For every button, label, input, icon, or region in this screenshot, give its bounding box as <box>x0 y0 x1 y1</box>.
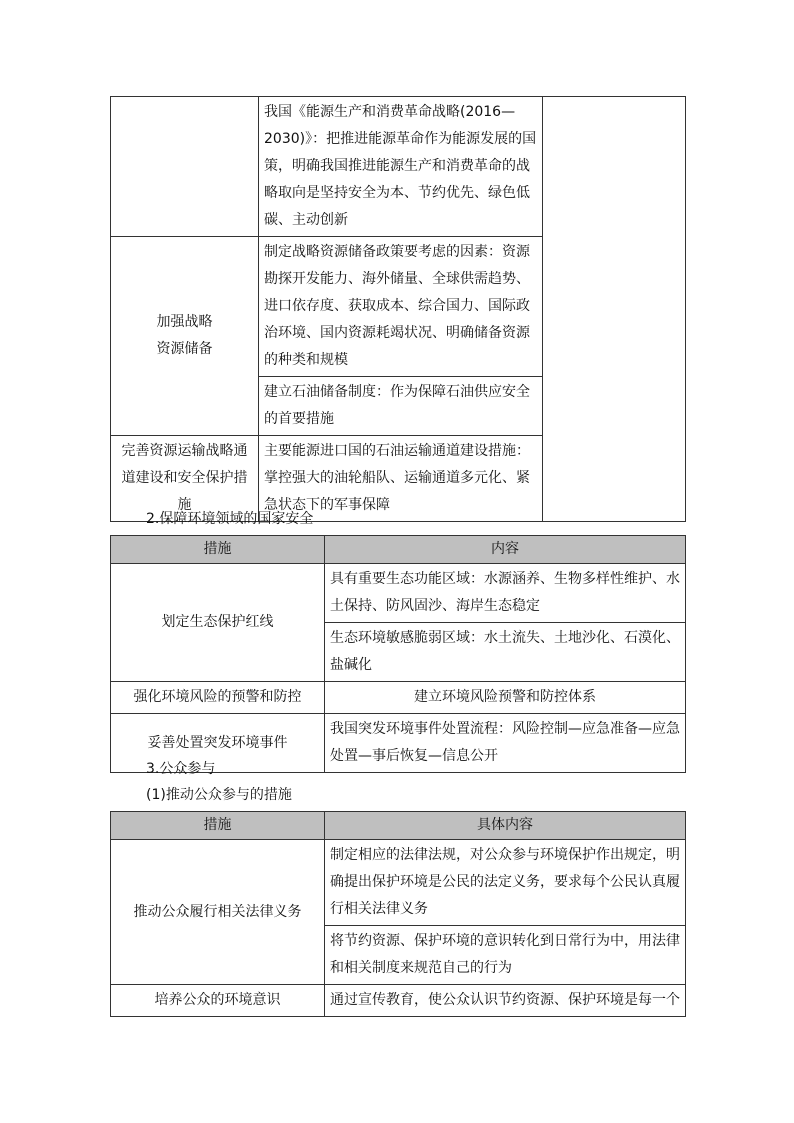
transport-label-cell: 完善资源运输战略通道建设和安全保护措施 <box>111 436 259 522</box>
header-content: 具体内容 <box>325 812 686 840</box>
measure-cell: 妥善处置突发环境事件 <box>111 714 325 773</box>
reserve-label-cell <box>111 237 259 436</box>
transport-text-cell: 主要能源进口国的石油运输通道建设措施：掌控强大的油轮船队、运输通道多元化、紧急状态下的军事保障 <box>259 436 543 522</box>
content-cell: 通过宣传教育，使公众认识节约资源、保护环境是每一个 <box>325 985 686 1017</box>
measure-cell: 培养公众的环境意识 <box>111 985 325 1017</box>
content-cell: 我国突发环境事件处置流程：风险控制—应急准备—应急处置—事后恢复—信息公开 <box>325 714 686 773</box>
header-measure: 措施 <box>111 536 325 564</box>
section-heading-public: 3.公众参与 <box>146 761 216 777</box>
oil-reserve-cell: 建立石油储备制度：作为保障石油供应安全的首要措施 <box>259 377 543 436</box>
subsection-heading: (1)推动公众参与的措施 <box>146 787 292 803</box>
header-measure: 措施 <box>111 812 325 840</box>
energy-strategy-cell: 我国《能源生产和消费革命战略(2016—2030)》：把推进能源革命作为能源发展的国策，明确我国推进能源生产和消费革命的战略取向是坚持安全为本、节约优先、绿色低碳、主动创新 <box>259 97 543 237</box>
content-cell: 将节约资源、保护环境的意识转化到日常行为中，用法律和相关制度来规范自己的行为 <box>325 926 686 985</box>
section-heading-environment: 2.保障环境领域的国家安全 <box>146 511 314 527</box>
content-cell: 生态环境敏感脆弱区域：水土流失、土地沙化、石漠化、盐碱化 <box>325 623 686 682</box>
measure-cell: 推动公众履行相关法律义务 <box>111 840 325 985</box>
measure-cell: 划定生态保护红线 <box>111 564 325 682</box>
content-cell: 建立环境风险预警和防控体系 <box>325 682 686 714</box>
header-content: 内容 <box>325 536 686 564</box>
reserve-policy-cell: 制定战略资源储备政策要考虑的因素：资源勘探开发能力、海外储量、全球供需趋势、进口依存度、获取成本、综合国力、国际政治环境、国内资源耗竭状况、明确储备资源的种类和规模 <box>259 237 543 377</box>
content-cell: 制定相应的法律法规，对公众参与环境保护作出规定，明确提出保护环境是公民的法定义务，要求每个公民认真履行相关法律义务 <box>325 840 686 926</box>
energy-security-table <box>110 96 686 522</box>
content-cell: 具有重要生态功能区域：水源涵养、生物多样性维护、水土保持、防风固沙、海岸生态稳定 <box>325 564 686 623</box>
environment-security-table <box>110 535 686 773</box>
measure-cell: 强化环境风险的预警和防控 <box>111 682 325 714</box>
reserve-label-line1: 加强战略 <box>156 314 213 330</box>
reserve-label-line2: 资源储备 <box>156 341 213 357</box>
public-participation-table <box>110 811 686 1017</box>
empty-right-column <box>543 97 686 522</box>
empty-measure-cell <box>111 97 259 237</box>
